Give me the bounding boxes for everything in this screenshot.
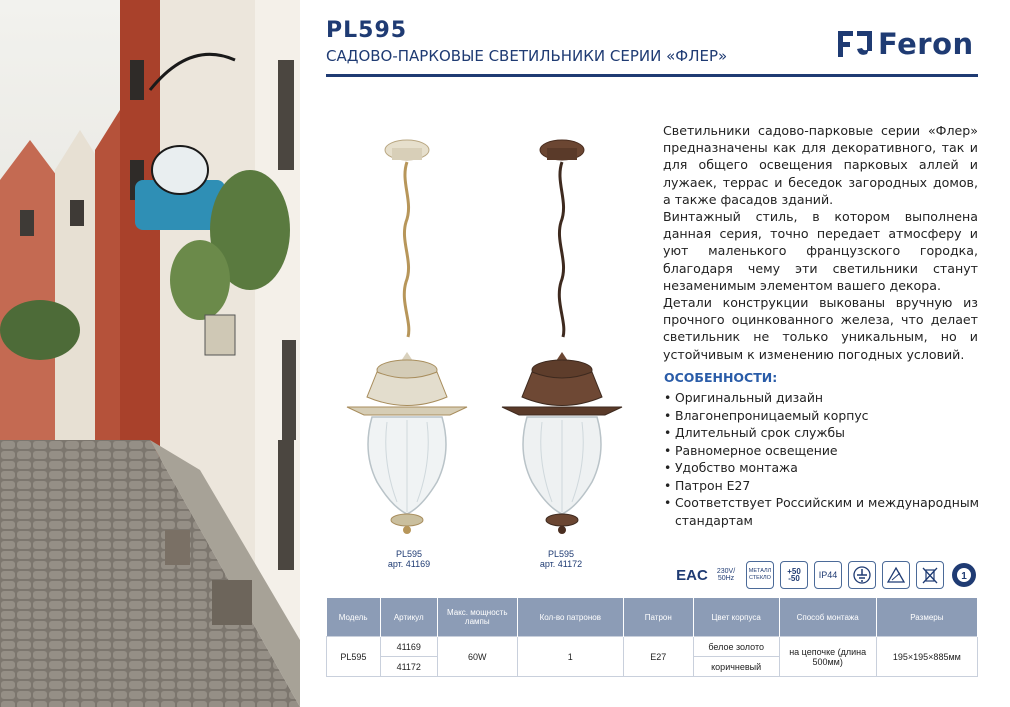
cell-color: коричневый <box>693 657 779 677</box>
street-photo <box>0 0 300 707</box>
feature-item: • Оригинальный дизайн <box>664 389 979 407</box>
lamp-caption-1 <box>359 549 459 569</box>
feature-item: • Равномерное освещение <box>664 442 979 460</box>
lamp-1-article: арт. 41169 <box>387 559 431 569</box>
feature-item: • Соответствует Российским и международным стандартам <box>664 494 979 529</box>
brand-name: Feron <box>878 27 974 61</box>
lamp-white-gold <box>347 140 467 534</box>
lamp-2-article: арт. 41172 <box>539 559 583 569</box>
header-power: Макс. мощность лампы <box>437 598 517 637</box>
lamp-brown <box>502 140 622 534</box>
cell-color: белое золото <box>693 637 779 657</box>
feature-item: • Влагонепроницаемый корпус <box>664 407 979 425</box>
lamp-images <box>322 122 642 578</box>
lamp-1-model: PL595 <box>395 549 423 559</box>
eac-mark-icon: EAC <box>676 566 708 584</box>
cell-sockets: 1 <box>517 637 623 677</box>
metal-glass-icon: МЕТАЛЛ СТЕКЛО <box>746 561 774 589</box>
lamp-2-model: PL595 <box>547 549 575 559</box>
header-article: Артикул <box>380 598 437 637</box>
lamps-illustration <box>322 122 642 542</box>
header-sockets: Кол-во патронов <box>517 598 623 637</box>
cell-article: 41172 <box>380 657 437 677</box>
table-row <box>327 637 978 657</box>
cell-size: 195×195×885мм <box>876 637 977 677</box>
warning-icon <box>882 561 910 589</box>
cell-model: PL595 <box>327 637 381 677</box>
description-paragraph-2: Винтажный стиль, в котором выполнена данная серия, точно передает атмосферу и уют маленького французского городка, благодаря чему эти светильники станут незаменимым элементом вашего декора. <box>663 209 978 293</box>
voltage-icon: 230V/ 50Hz <box>716 568 736 582</box>
svg-text:1: 1 <box>961 571 967 582</box>
ground-icon <box>848 561 876 589</box>
brand-logo <box>838 26 983 62</box>
feature-item: • Патрон E27 <box>664 477 979 495</box>
lamp-caption-2 <box>511 549 611 569</box>
description-paragraph-3: Детали конструкции выкованы вручную из прочного оцинкованного железа, что делает светильник не только уникальным, но и устойчивым к изменению погодных условий. <box>663 295 978 362</box>
certification-icons <box>678 561 978 589</box>
spec-table <box>326 598 978 677</box>
header-divider <box>326 74 978 77</box>
cell-socket-type: E27 <box>623 637 693 677</box>
header-mount: Способ монтажа <box>779 598 876 637</box>
series-subtitle: САДОВО-ПАРКОВЫЕ СВЕТИЛЬНИКИ СЕРИИ «ФЛЕР» <box>326 47 728 65</box>
table-header-row <box>327 598 978 637</box>
temperature-icon: +50 -50 <box>780 561 808 589</box>
product-description <box>663 122 978 363</box>
cell-mount: на цепочке (длина 500мм) <box>779 637 876 677</box>
feature-item: • Удобство монтажа <box>664 459 979 477</box>
feature-item: • Длительный срок службы <box>664 424 979 442</box>
cell-power: 60W <box>437 637 517 677</box>
cell-article: 41169 <box>380 637 437 657</box>
features-list <box>664 389 979 529</box>
feron-logo-icon <box>838 29 872 59</box>
header-socket-type: Патрон <box>623 598 693 637</box>
class-i-icon <box>950 561 978 589</box>
no-trash-icon <box>916 561 944 589</box>
description-paragraph-1: Светильники садово-парковые серии «Флер» предназначены как для декоративного, так и для общего освещения парковых аллей и лужаек, террас и беседок загородных домов, а также фасадов зданий. <box>663 123 978 207</box>
header-size: Размеры <box>876 598 977 637</box>
header-model: Модель <box>327 598 381 637</box>
features-title: ОСОБЕННОСТИ: <box>664 370 778 385</box>
ip44-icon: IP44 <box>814 561 842 589</box>
product-code: PL595 <box>326 18 408 43</box>
header-color: Цвет корпуса <box>693 598 779 637</box>
